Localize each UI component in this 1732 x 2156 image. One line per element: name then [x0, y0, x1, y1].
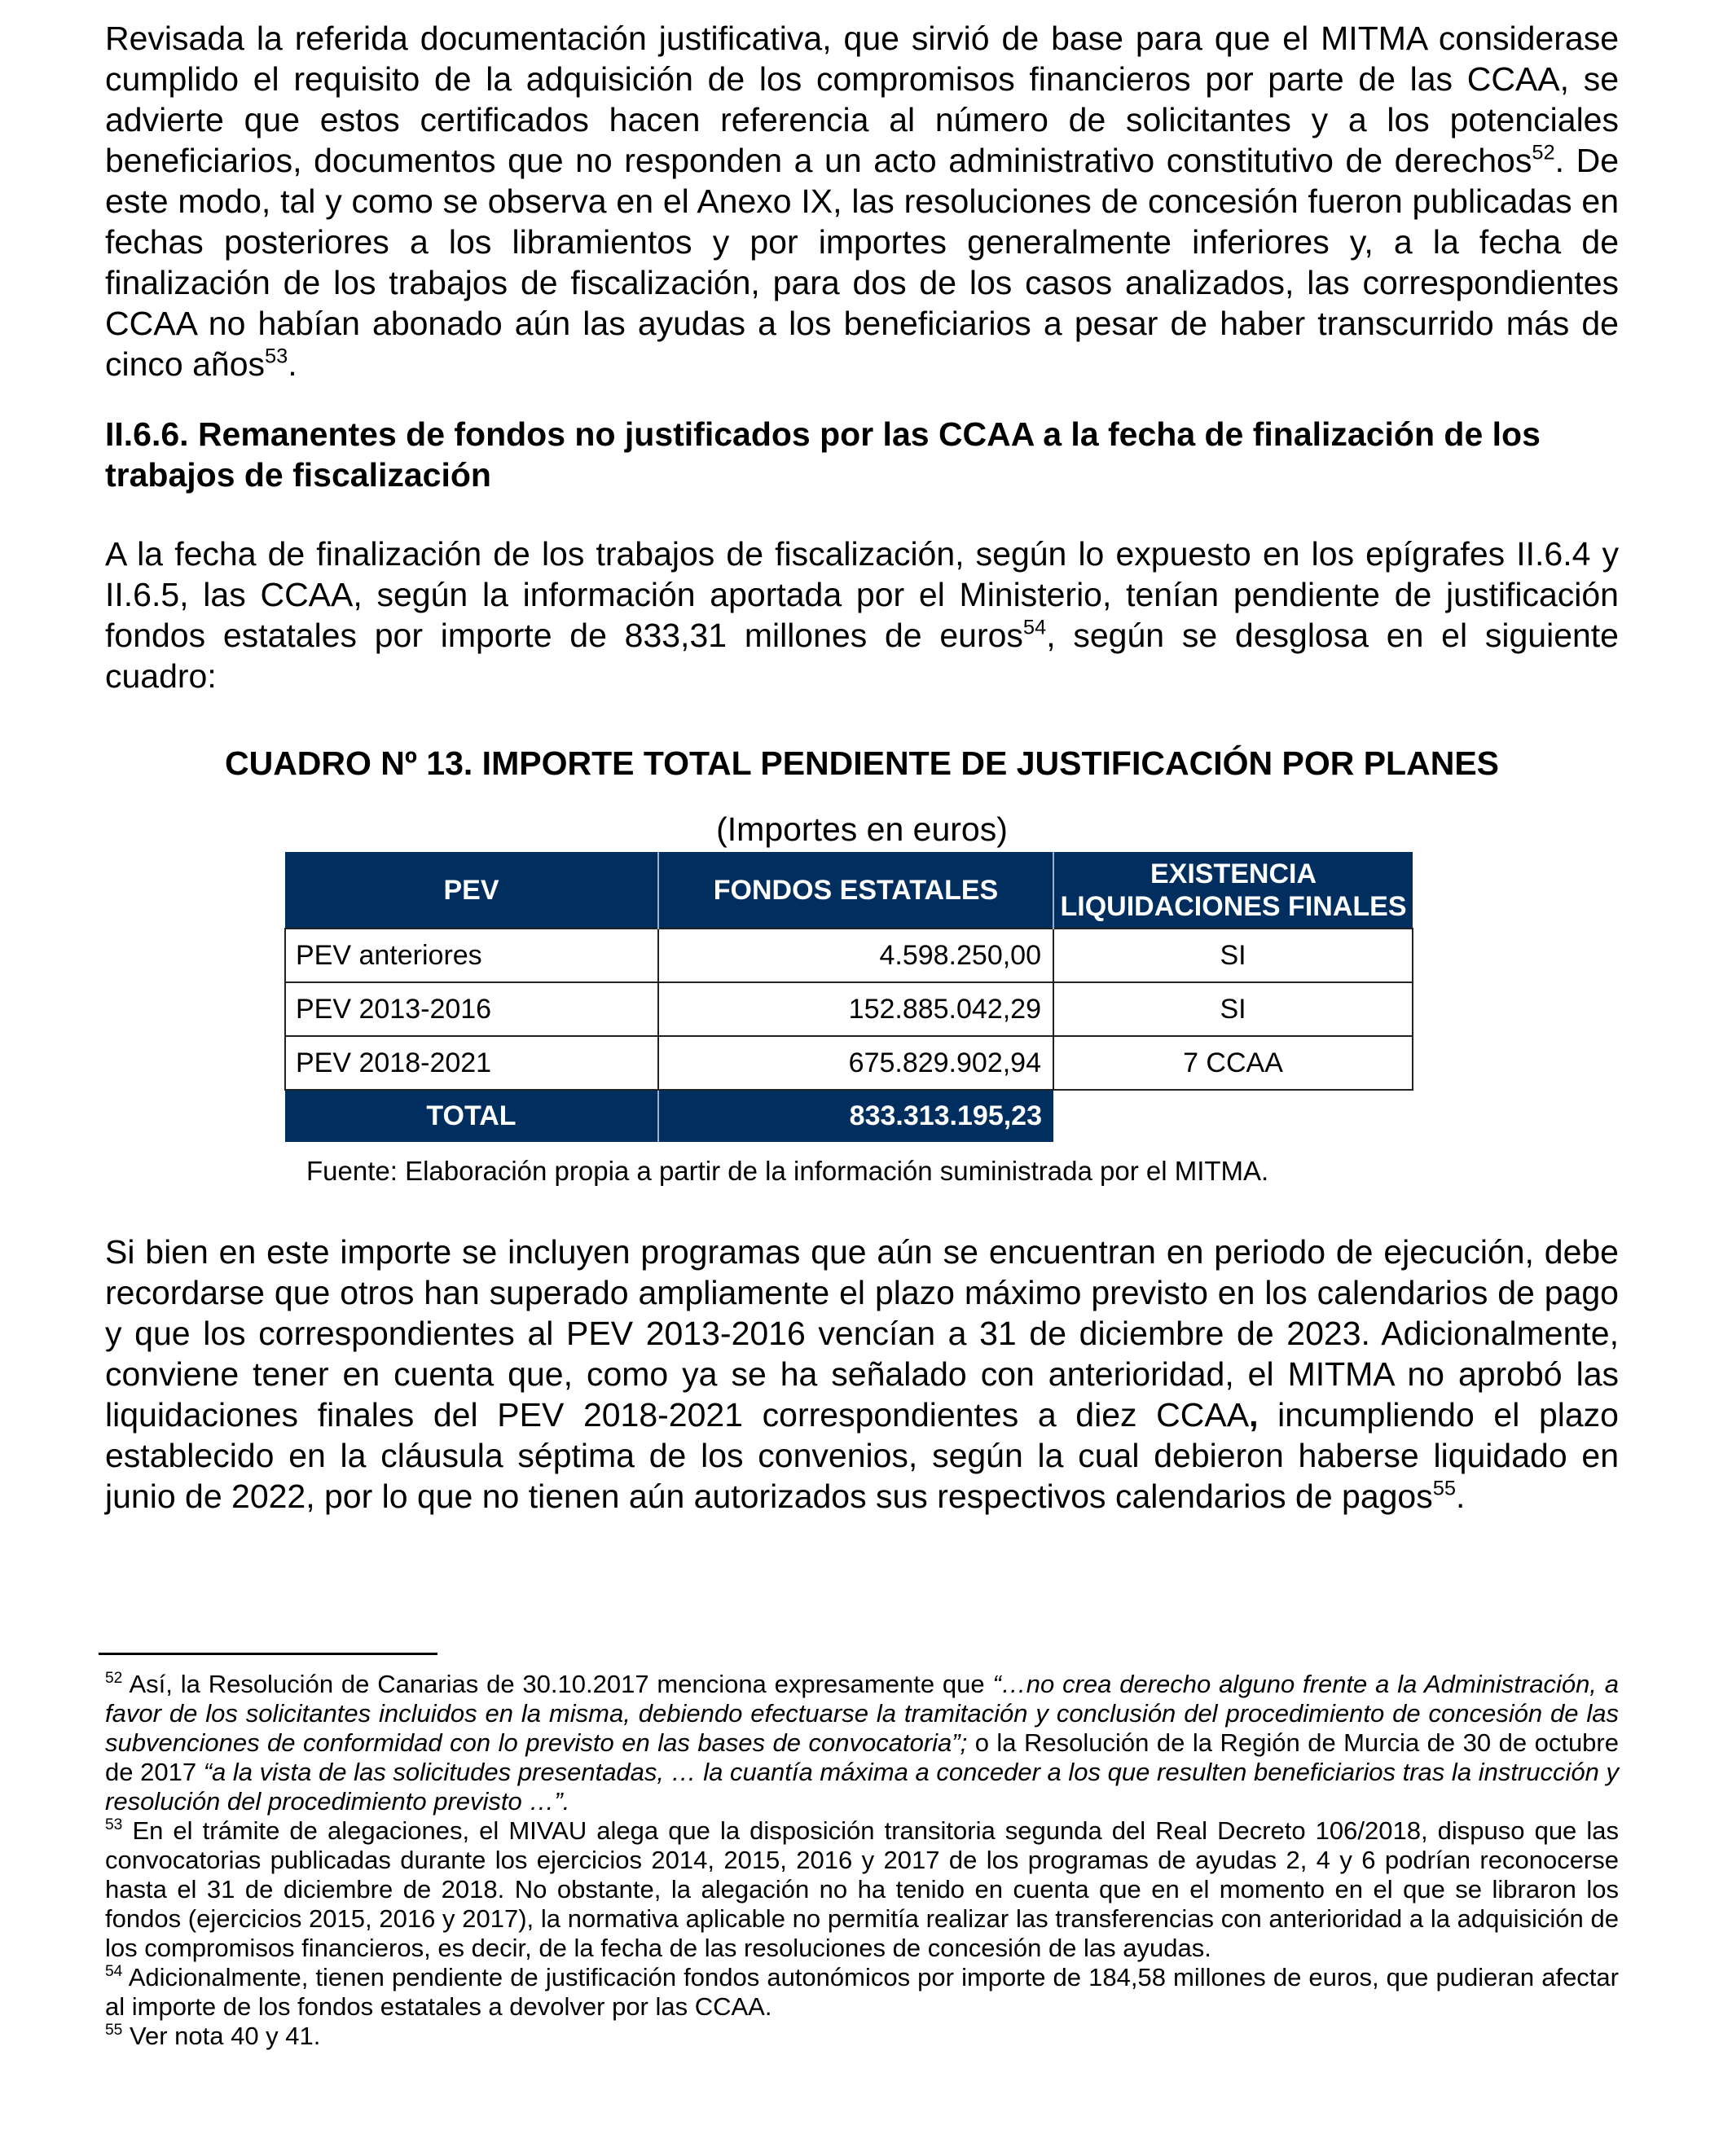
footnote-separator — [99, 1653, 437, 1655]
footnote-55: $^{55}$ Ver nota 40 y 41. — [105, 2022, 321, 2050]
paragraph-execution — [105, 1232, 1619, 1517]
footnote-ref-54[interactable]: 54 — [1022, 616, 1047, 639]
paragraph-pending-funds — [105, 534, 1619, 696]
pending-justification-table — [284, 852, 1413, 1142]
cell-fondos: 675.829.902,94 — [658, 1036, 1053, 1090]
paragraph-intro — [105, 18, 1619, 384]
column-header-liquidaciones: EXISTENCIA LIQUIDACIONES FINALES — [1053, 852, 1413, 929]
footnote-54: $^{54}$ Adicionalmente, tienen pendiente de justificación fondos autonómicos por importe de 184,58 millones de euros, que pudieran afectar al importe de los fondos estatales a devolver por las CCAA. — [105, 1963, 1619, 2021]
total-fondos: 833.313.195,23 — [658, 1090, 1053, 1142]
total-label: TOTAL — [285, 1090, 658, 1142]
footnote-53: $^{53}$ En el trámite de alegaciones, el MIVAU alega que la disposición transitoria segunda del Real Decreto 106/2018, dispuso que las convocatorias publicadas durante los ejercicios 2014, 2015, 2016 y 2017 de los programas de ayudas 2, 4 y 6 podrían reconocerse hasta el 31 de diciembre de 2018. No obstante, la alegación no ha tenido en cuenta que en el momento en el que se libraron los fondos (ejercicios 2015, 2016 y 2017), la normativa aplicable no permitía realizar las transferencias con anterioridad a la adquisición de los compromisos financieros, es decir, de la fecha de las resoluciones de concesión de las ayudas. — [105, 1816, 1619, 1962]
cell-pev: PEV 2018-2021 — [285, 1036, 658, 1090]
cell-fondos: 152.885.042,29 — [658, 982, 1053, 1036]
body-text: Revisada la referida documentación justificativa, que sirvió de base para que el MITMA considerase cumplido el requisito de la adquisición de los compromisos financieros por parte de las CCAA, se advierte que estos certificados hacen referencia al número de solicitantes y a los potenciales beneficiarios, documentos que no responden a un acto administrativo constitutivo de derechos$^{52}$. De este modo, tal y como se observa en el Anexo IX, las resoluciones de concesión fueron publicadas en fechas posteriores a los libramientos y por importes generalmente inferiores y, a la fecha de finalización de los trabajos de fiscalización, para dos de los casos analizados, las correspondientes CCAA no habían abonado aún las ayudas a los beneficiarios a pesar de haber transcurrido más de cinco años$^{53}$. — [105, 20, 1619, 383]
footnote-52: $^{52}$ Así, la Resolución de Canarias de 30.10.2017 menciona expresamente que “…no crea derecho alguno frente a la Administración, a favor de los solicitantes incluidos en la misma, debiendo efectuarse la tramitación y conclusión del procedimiento de concesión de las subvenciones de conformidad con lo previsto en las bases de convocatoria”; o la Resolución de la Región de Murcia de 30 de octubre de 2017 “a la vista de las solicitudes presentadas, … la cuantía máxima a conceder a los que resulten beneficiarios tras la instrucción y resolución del procedimiento previsto …”. — [105, 1670, 1619, 1816]
table-units: (Importes en euros) — [716, 810, 1008, 848]
cell-liquidaciones: SI — [1053, 982, 1413, 1036]
table-row — [285, 929, 1413, 982]
table-header-row — [285, 852, 1413, 929]
footnote-ref-55[interactable]: 55 — [1432, 1477, 1456, 1500]
table-row — [285, 982, 1413, 1036]
total-empty-cell — [1053, 1090, 1413, 1142]
body-text: Si bien en este importe se incluyen programas que aún se encuentran en periodo de ejecución, debe recordarse que otros han superado ampliamente el plazo máximo previsto en los calendarios de pago y que los correspondientes al PEV 2013-2016 vencían a 31 de diciembre de 2023. Adicionalmente, conviene tener en cuenta que, como ya se ha señalado con anterioridad, el MITMA no aprobó las liquidaciones finales del PEV 2018-2021 correspondientes a diez CCAA, incumpliendo el plazo establecido en la cláusula séptima de los convenios, según la cual debieron haberse liquidado en junio de 2022, por lo que no tienen aún autorizados sus respectivos calendarios de pagos$^{55}$. — [105, 1233, 1619, 1515]
cell-pev: PEV anteriores — [285, 929, 658, 982]
table-total-row — [285, 1090, 1413, 1142]
footnote-ref-53[interactable]: 53 — [265, 345, 288, 368]
footnotes — [105, 1670, 1619, 2051]
table-caption: CUADRO Nº 13. IMPORTE TOTAL PENDIENTE DE JUSTIFICACIÓN POR PLANES — [224, 744, 1500, 782]
footnote-ref-52[interactable]: 52 — [1532, 141, 1555, 165]
table-row — [285, 1036, 1413, 1090]
column-header-pev: PEV — [285, 852, 658, 929]
cell-liquidaciones: SI — [1053, 929, 1413, 982]
cell-fondos: 4.598.250,00 — [658, 929, 1053, 982]
column-header-fondos: FONDOS ESTATALES — [658, 852, 1053, 929]
body-text: A la fecha de finalización de los trabajos de fiscalización, según lo expuesto en los epígrafes II.6.4 y II.6.5, las CCAA, según la información aportada por el Ministerio, tenían pendiente de justificación fondos estatales por importe de 833,31 millones de euros$^{54}$, según se desglosa en el siguiente cuadro: — [105, 535, 1619, 695]
section-title: II.6.6. Remanentes de fondos no justificados por las CCAA a la fecha de finalización de los trabajos de fiscalización — [105, 415, 1541, 494]
cell-pev: PEV 2013-2016 — [285, 982, 658, 1036]
table-source: Fuente: Elaboración propia a partir de la información suministrada por el MITMA. — [306, 1156, 1269, 1186]
cell-liquidaciones: 7 CCAA — [1053, 1036, 1413, 1090]
section-heading — [105, 414, 1619, 495]
